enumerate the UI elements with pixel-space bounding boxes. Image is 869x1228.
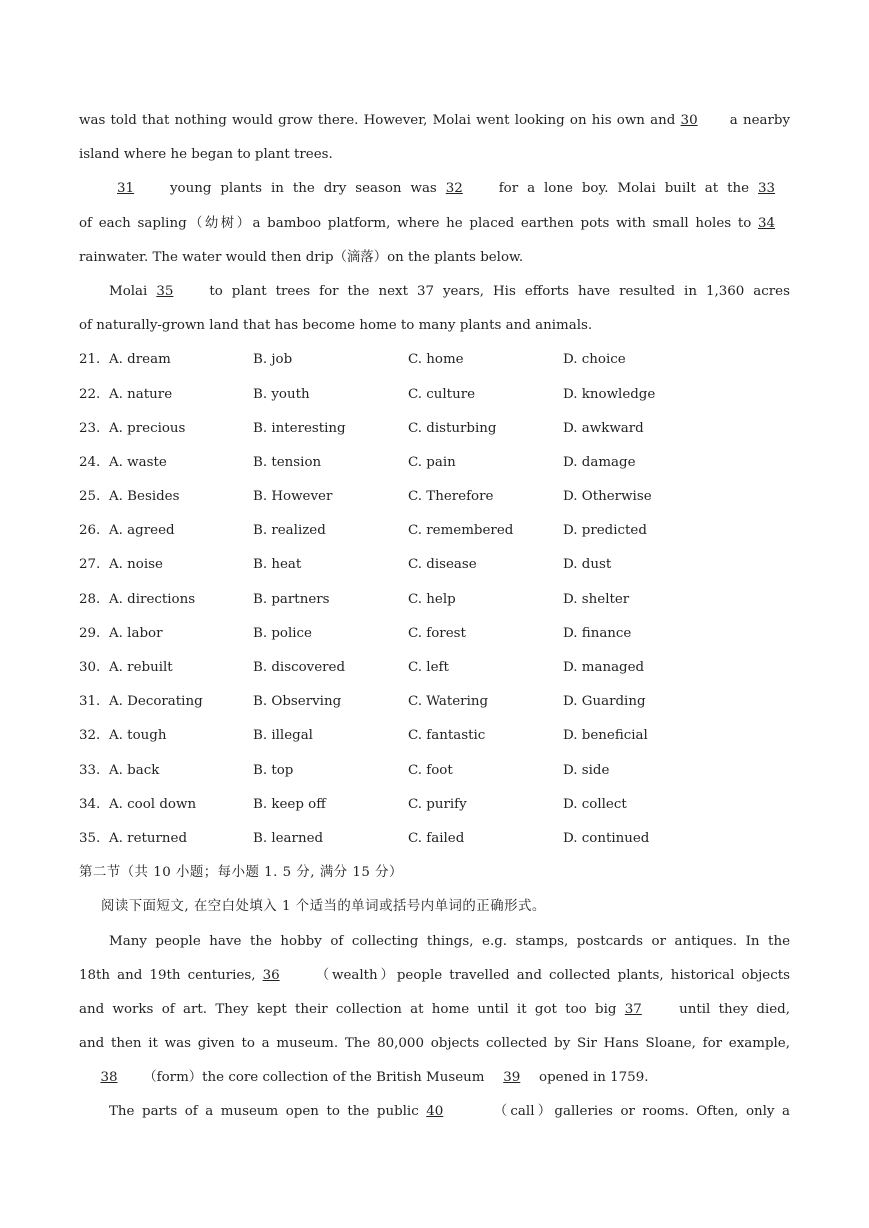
- option-row: [79, 685, 790, 719]
- option-c: C. Watering: [408, 694, 489, 710]
- question-number: 26.: [79, 523, 101, 539]
- passage-line: [79, 207, 790, 241]
- text: to plant trees for the next 37 years, His efforts have resulted in 1,360 acres: [209, 283, 790, 299]
- text: young plants in the dry season was: [169, 181, 437, 197]
- option-c: C. fantastic: [408, 728, 486, 744]
- blank-35: 35: [156, 283, 174, 299]
- option-b: B. police: [253, 625, 312, 641]
- passage-line: [79, 925, 790, 959]
- question-number: 33.: [79, 762, 101, 778]
- text: rainwater. The water would then drip（滴落）on the plants below.: [79, 249, 524, 265]
- passage-line: [79, 275, 790, 309]
- question-number: 25.: [79, 489, 101, 505]
- option-b: B. partners: [253, 591, 330, 607]
- option-row: [79, 412, 790, 446]
- option-d: D. Guarding: [563, 694, 646, 710]
- option-a: A. Decorating: [109, 694, 203, 710]
- option-b: B. youth: [253, 386, 310, 402]
- section-instruction: 阅读下面短文, 在空白处填入 1 个适当的单词或括号内单词的正确形式。: [101, 899, 546, 915]
- question-number: 22.: [79, 386, 101, 402]
- option-c: C. Therefore: [408, 489, 494, 505]
- option-c: C. pain: [408, 454, 456, 470]
- text: of each sapling（幼树）a bamboo platform, where he placed earthen pots with small holes to: [79, 215, 752, 231]
- option-d: D. damage: [563, 454, 636, 470]
- option-d: D. managed: [563, 660, 645, 675]
- option-d: D. choice: [563, 352, 626, 368]
- option-c: C. culture: [408, 386, 476, 402]
- question-number: 29.: [79, 625, 101, 641]
- option-row: [79, 446, 790, 480]
- option-d: D. Otherwise: [563, 489, 652, 505]
- passage-line: [79, 1061, 790, 1095]
- section-heading: 第二节（共 10 小题；每小题 1. 5 分, 满分 15 分）: [79, 865, 403, 881]
- option-b: B. learned: [253, 830, 324, 846]
- option-b: B. interesting: [253, 420, 346, 436]
- option-b: B. job: [253, 352, 293, 368]
- text: （call）galleries or rooms. Often, only a: [493, 1104, 790, 1120]
- option-c: C. help: [408, 591, 456, 607]
- option-a: A. nature: [109, 386, 173, 402]
- question-number: 30.: [79, 660, 101, 675]
- passage-line: [79, 241, 790, 275]
- text: for a lone boy. Molai built at the: [498, 181, 750, 197]
- option-row: [79, 514, 790, 548]
- option-b: B. Observing: [253, 694, 342, 710]
- option-d: D. beneficial: [563, 728, 648, 744]
- option-a: A. cool down: [109, 796, 197, 812]
- blank-40: 40: [426, 1104, 444, 1120]
- question-number: 28.: [79, 591, 101, 607]
- option-b: B. tension: [253, 454, 322, 470]
- option-d: D. continued: [563, 830, 650, 846]
- option-d: D. collect: [563, 796, 627, 812]
- passage-line: [79, 309, 790, 343]
- option-d: D. predicted: [563, 523, 647, 539]
- option-b: B. realized: [253, 523, 326, 539]
- option-c: C. left: [408, 660, 449, 675]
- option-d: D. shelter: [563, 591, 630, 607]
- question-number: 31.: [79, 694, 101, 710]
- option-row: [79, 480, 790, 514]
- option-b: B. illegal: [253, 728, 313, 744]
- question-number: 27.: [79, 557, 101, 573]
- option-d: D. dust: [563, 557, 612, 573]
- text: opened in 1759.: [539, 1070, 649, 1086]
- passage-line: [79, 1095, 790, 1129]
- text: （wealth）people travelled and collected plants, historical objects: [315, 967, 790, 983]
- option-a: A. returned: [109, 830, 188, 846]
- option-c: C. purify: [408, 796, 467, 812]
- option-b: B. heat: [253, 557, 302, 573]
- blank-36: 36: [262, 967, 280, 983]
- option-a: A. noise: [109, 557, 163, 573]
- option-a: A. directions: [109, 591, 196, 607]
- text: The parts of a museum open to the public: [109, 1104, 419, 1120]
- option-d: D. finance: [563, 625, 632, 641]
- option-row: [79, 343, 790, 377]
- blank-30: 30: [680, 113, 698, 128]
- passage-line: [79, 172, 790, 206]
- blank-31: 31: [117, 181, 135, 197]
- question-number: 32.: [79, 728, 101, 744]
- blank-32: 32: [445, 181, 463, 197]
- option-row: [79, 719, 790, 753]
- passage-line: [79, 104, 790, 138]
- text: was told that nothing would grow there. However, Molai went looking on his own and: [79, 113, 676, 128]
- passage-line: [79, 993, 790, 1027]
- text: 18th and 19th centuries,: [79, 967, 256, 983]
- text: of naturally-grown land that has become home to many plants and animals.: [79, 318, 593, 334]
- option-c: C. failed: [408, 830, 465, 846]
- text: Many people have the hobby of collecting things, e.g. stamps, postcards or antiques. In the: [109, 933, 790, 949]
- option-d: D. knowledge: [563, 386, 656, 402]
- option-c: C. home: [408, 352, 464, 368]
- blank-34: 34: [758, 215, 776, 231]
- blank-38: 38: [100, 1070, 118, 1086]
- option-row: [79, 822, 790, 856]
- option-a: A. dream: [109, 352, 171, 368]
- option-d: D. awkward: [563, 420, 644, 436]
- text: （form）the core collection of the British Museum: [143, 1070, 485, 1086]
- option-a: A. rebuilt: [109, 660, 173, 675]
- text: and then it was given to a museum. The 80,000 objects collected by Sir Hans Sloane, for example,: [79, 1036, 790, 1052]
- blank-39: 39: [503, 1070, 521, 1086]
- option-b: B. top: [253, 762, 294, 778]
- option-c: C. disease: [408, 557, 477, 573]
- option-c: C. disturbing: [408, 420, 497, 436]
- exam-page: [79, 104, 790, 1130]
- question-number: 23.: [79, 420, 101, 436]
- blank-37: 37: [624, 1001, 642, 1017]
- option-a: A. tough: [109, 728, 167, 744]
- option-b: B. keep off: [253, 796, 326, 812]
- passage-line: [79, 138, 790, 172]
- option-a: A. agreed: [109, 523, 175, 539]
- option-row: [79, 788, 790, 822]
- option-row: [79, 583, 790, 617]
- options-list: [79, 343, 790, 856]
- option-a: A. waste: [109, 454, 167, 470]
- option-a: A. back: [109, 762, 160, 778]
- text: until they died,: [679, 1001, 791, 1017]
- option-row: [79, 548, 790, 582]
- option-b: B. However: [253, 489, 333, 505]
- option-c: C. forest: [408, 625, 466, 641]
- passage-line: [79, 1027, 790, 1061]
- option-a: A. Besides: [109, 489, 180, 505]
- option-a: A. labor: [109, 625, 163, 641]
- option-row: [79, 754, 790, 788]
- passage-line: [79, 959, 790, 993]
- text: island where he began to plant trees.: [79, 147, 333, 163]
- option-b: B. discovered: [253, 660, 346, 675]
- question-number: 24.: [79, 454, 101, 470]
- option-row: [79, 378, 790, 412]
- option-row: [79, 617, 790, 651]
- option-d: D. side: [563, 762, 610, 778]
- blank-33: 33: [758, 181, 776, 197]
- question-number: 35.: [79, 830, 101, 846]
- option-c: C. remembered: [408, 523, 514, 539]
- question-number: 21.: [79, 352, 101, 368]
- text: a nearby: [729, 113, 791, 128]
- text: Molai: [109, 283, 148, 299]
- question-number: 34.: [79, 796, 101, 812]
- option-c: C. foot: [408, 762, 453, 778]
- option-a: A. precious: [109, 420, 186, 436]
- option-row: [79, 651, 790, 685]
- text: and works of art. They kept their collection at home until it got too big: [79, 1001, 617, 1017]
